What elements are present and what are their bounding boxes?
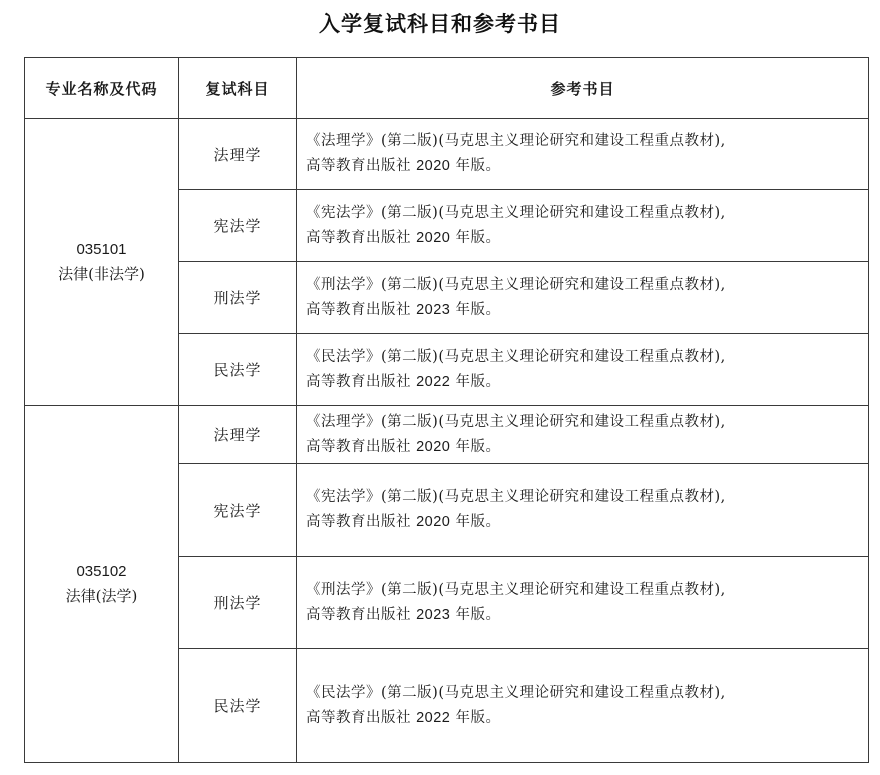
edition-year: 2020 bbox=[416, 438, 451, 455]
book-title-line: 《宪法学》(第二版)(马克思主义理论研究和建设工程重点教材), bbox=[306, 204, 726, 221]
book-title-line: 《刑法学》(第二版)(马克思主义理论研究和建设工程重点教材), bbox=[306, 276, 726, 293]
subject-cell: 法理学 bbox=[179, 406, 297, 464]
book-cell bbox=[297, 649, 869, 763]
year-suffix: 年版。 bbox=[455, 438, 501, 455]
subject-cell: 刑法学 bbox=[179, 557, 297, 649]
publisher: 高等教育出版社 bbox=[306, 606, 411, 623]
year-suffix: 年版。 bbox=[455, 514, 501, 530]
major-code: 035101 bbox=[76, 241, 127, 258]
book-publisher-line bbox=[306, 706, 862, 731]
major-name: 法律(法学) bbox=[65, 587, 138, 605]
book-cell bbox=[297, 464, 869, 557]
subject-cell: 宪法学 bbox=[179, 190, 297, 262]
publisher: 高等教育出版社 bbox=[306, 158, 411, 174]
edition-year: 2020 bbox=[416, 514, 451, 530]
table-row bbox=[25, 406, 869, 464]
year-suffix: 年版。 bbox=[455, 301, 501, 318]
book-cell bbox=[297, 406, 869, 464]
subject-cell: 宪法学 bbox=[179, 464, 297, 557]
year-suffix: 年版。 bbox=[455, 229, 501, 246]
book-title-line: 《民法学》(第二版)(马克思主义理论研究和建设工程重点教材), bbox=[306, 348, 726, 365]
year-suffix: 年版。 bbox=[455, 606, 501, 623]
book-title-line: 《民法学》(第二版)(马克思主义理论研究和建设工程重点教材), bbox=[306, 684, 726, 701]
publisher: 高等教育出版社 bbox=[306, 373, 411, 390]
edition-year: 2022 bbox=[416, 709, 451, 726]
year-suffix: 年版。 bbox=[455, 709, 501, 726]
header-row bbox=[25, 58, 869, 119]
book-title-line: 《法理学》(第二版)(马克思主义理论研究和建设工程重点教材), bbox=[306, 413, 726, 430]
book-publisher-line bbox=[306, 154, 862, 179]
major-code: 035102 bbox=[76, 563, 127, 580]
subject-cell: 民法学 bbox=[179, 649, 297, 763]
subject-cell: 刑法学 bbox=[179, 262, 297, 334]
book-publisher-line bbox=[306, 226, 862, 251]
book-publisher-line bbox=[306, 435, 862, 460]
major-name: 法律(非法学) bbox=[58, 265, 145, 283]
major-cell bbox=[25, 119, 179, 406]
book-publisher-line bbox=[306, 510, 862, 535]
publisher: 高等教育出版社 bbox=[306, 438, 411, 455]
book-cell bbox=[297, 262, 869, 334]
edition-year: 2020 bbox=[416, 229, 451, 246]
book-title-line: 《宪法学》(第二版)(马克思主义理论研究和建设工程重点教材), bbox=[306, 489, 726, 505]
book-cell bbox=[297, 119, 869, 190]
publisher: 高等教育出版社 bbox=[306, 301, 411, 318]
book-publisher-line bbox=[306, 370, 862, 395]
publisher: 高等教育出版社 bbox=[306, 514, 411, 530]
book-publisher-line bbox=[306, 298, 862, 323]
year-suffix: 年版。 bbox=[455, 373, 501, 390]
book-cell bbox=[297, 190, 869, 262]
table-row bbox=[25, 119, 869, 190]
edition-year: 2023 bbox=[416, 606, 451, 623]
year-suffix: 年版。 bbox=[455, 158, 501, 174]
subject-cell: 法理学 bbox=[179, 119, 297, 190]
book-cell bbox=[297, 557, 869, 649]
header-major: 专业名称及代码 bbox=[25, 58, 179, 119]
subject-cell: 民法学 bbox=[179, 334, 297, 406]
edition-year: 2022 bbox=[416, 373, 451, 390]
book-cell bbox=[297, 334, 869, 406]
major-cell bbox=[25, 406, 179, 763]
book-title-line: 《法理学》(第二版)(马克思主义理论研究和建设工程重点教材), bbox=[306, 133, 726, 149]
page-title: 入学复试科目和参考书目 bbox=[319, 12, 561, 36]
reference-table bbox=[24, 57, 869, 763]
book-title-line: 《刑法学》(第二版)(马克思主义理论研究和建设工程重点教材), bbox=[306, 581, 726, 598]
header-books: 参考书目 bbox=[297, 58, 869, 119]
header-subject: 复试科目 bbox=[179, 58, 297, 119]
publisher: 高等教育出版社 bbox=[306, 709, 411, 726]
edition-year: 2020 bbox=[416, 158, 451, 174]
publisher: 高等教育出版社 bbox=[306, 229, 411, 246]
book-publisher-line bbox=[306, 603, 862, 628]
edition-year: 2023 bbox=[416, 301, 451, 318]
